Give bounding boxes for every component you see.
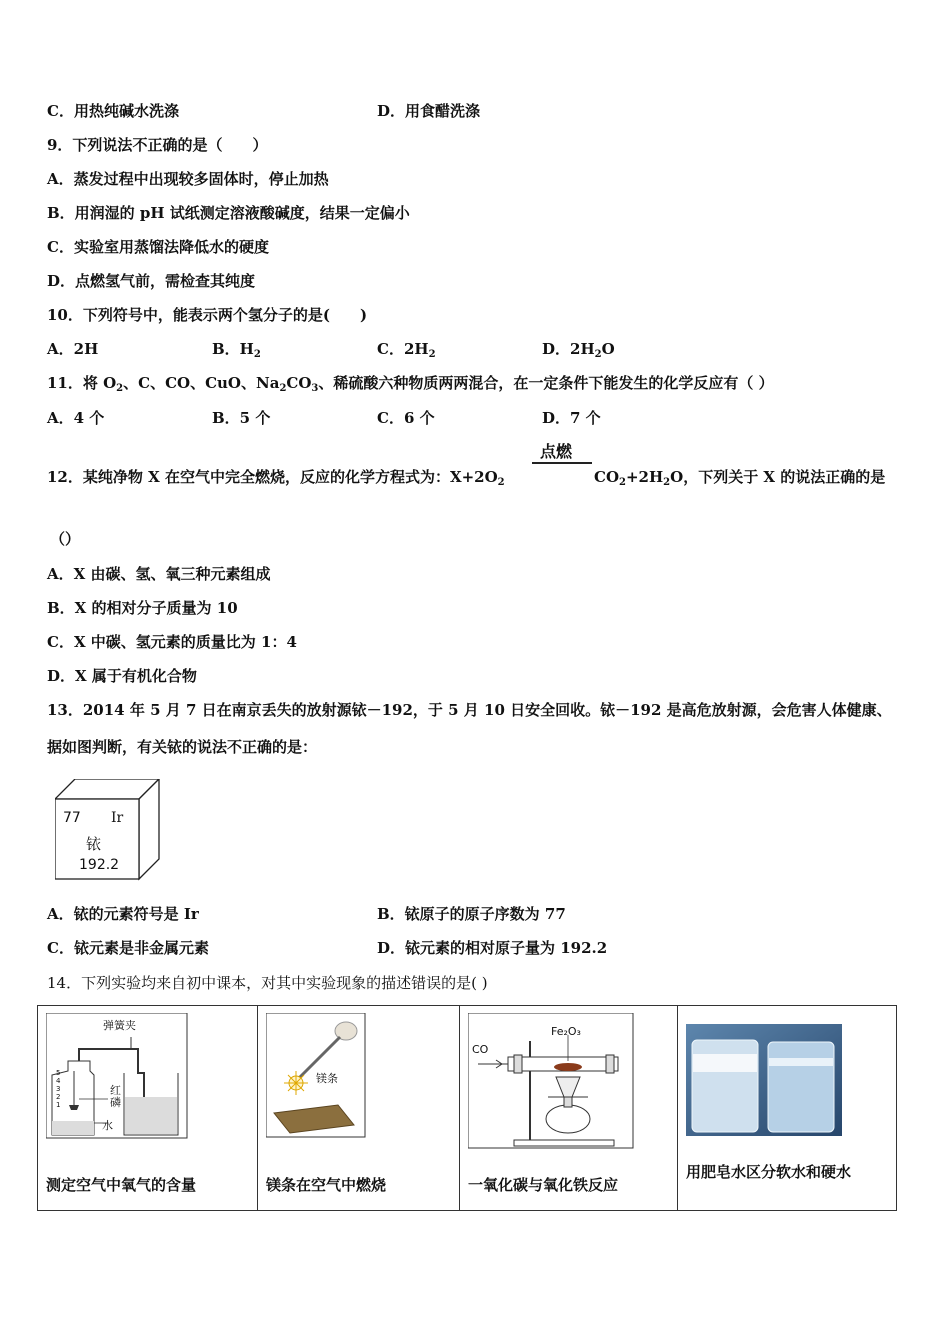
- q12-option-b: B．X 的相对分子质量为 10: [47, 599, 238, 617]
- mark-3: 3: [56, 1085, 61, 1093]
- element-name: 铱: [86, 835, 102, 853]
- reaction-equals-line: [532, 462, 592, 464]
- q11-stem: 11．将 $O_2$、C、CO、CuO、$Na_2CO_3$、稀硫酸六种物质两两混合，在一定条件下能发生的化学反应有（ ）: [47, 374, 774, 394]
- q8-option-d: D．用食醋洗涤: [377, 102, 481, 120]
- caption-oxygen-content: 测定空气中氧气的含量: [46, 1176, 197, 1194]
- mark-1: 1: [56, 1101, 61, 1109]
- caption-magnesium-burning: 镁条在空气中燃烧: [266, 1176, 387, 1194]
- q13-option-d: D．铱元素的相对原子量为 192.2: [377, 939, 608, 957]
- q10-option-b: B．$H_2$: [212, 340, 261, 360]
- q12-option-d: D．X 属于有机化合物: [47, 667, 197, 685]
- element-card-iridium: [55, 779, 161, 881]
- label-spring-clip: 弹簧夹: [103, 1019, 136, 1032]
- caption-co-iron-oxide: 一氧化碳与氧化铁反应: [468, 1176, 619, 1194]
- q12-option-c: C．X 中碳、氢元素的质量比为 1：4: [47, 633, 297, 651]
- mark-2: 2: [56, 1093, 61, 1101]
- reaction-condition: 点燃: [540, 442, 573, 461]
- q14-stem: 14．下列实验均来自初中课本，对其中实验现象的描述错误的是( ): [47, 974, 488, 992]
- experiment-magnesium-burning: [258, 1006, 460, 1211]
- q11-option-a: A．4 个: [47, 409, 105, 427]
- experiment-co-iron-oxide: [460, 1006, 678, 1211]
- q9-option-c: C．实验室用蒸馏法降低水的硬度: [47, 238, 269, 256]
- label-co: CO: [472, 1043, 489, 1056]
- q9-option-d: D．点燃氢气前，需检查其纯度: [47, 272, 256, 290]
- caption-soft-hard-water: 用肥皂水区分软水和硬水: [686, 1163, 852, 1181]
- q11-option-b: B．5 个: [212, 409, 271, 427]
- flask-scale-marks: [56, 1069, 60, 1109]
- label-magnesium: 镁条: [316, 1072, 338, 1085]
- q13-option-b: B．铱原子的原子序数为 77: [377, 905, 566, 923]
- q11-option-c: C．6 个: [377, 409, 435, 427]
- q12-option-a: A．X 由碳、氢、氧三种元素组成: [47, 565, 271, 583]
- atomic-mass: 192.2: [79, 857, 120, 873]
- atomic-number: 77: [63, 810, 81, 826]
- q11-option-d: D．7 个: [542, 409, 601, 427]
- experiment-soft-hard-water: [678, 1006, 897, 1211]
- q12-stem-part2: $CO_2+2H_2O$，下列关于 X 的说法正确的是: [594, 468, 886, 488]
- q9-option-a: A．蒸发过程中出现较多固体时，停止加热: [47, 170, 329, 188]
- label-water: 水: [102, 1119, 113, 1132]
- q12-paren: （）: [50, 530, 81, 548]
- mark-4: 4: [56, 1077, 61, 1085]
- q10-option-d: D．$2H_2O$: [542, 340, 615, 360]
- label-phosphorus: 磷: [110, 1096, 121, 1109]
- q9-stem: 9．下列说法不正确的是（ ）: [47, 136, 268, 154]
- q9-option-b: B．用润湿的 pH 试纸测定溶液酸碱度，结果一定偏小: [47, 204, 410, 222]
- q10-stem: 10．下列符号中，能表示两个氢分子的是( ): [47, 306, 368, 324]
- q13-stem-line1: 13．2014 年 5 月 7 日在南京丢失的放射源铱－192，于 5 月 10 日安全回收。铱－192 是高危放射源，会危害人体健康、: [47, 701, 892, 719]
- q13-option-a: A．铱的元素符号是 Ir: [47, 905, 199, 923]
- soap-water-beakers-photo: [686, 1024, 842, 1136]
- experiment-oxygen-content: [38, 1006, 258, 1211]
- q10-option-c: C．$2H_2$: [377, 340, 436, 360]
- q13-stem-line2: 据如图判断，有关铱的说法不正确的是：: [47, 738, 318, 756]
- label-fe2o3: Fe₂O₃: [551, 1025, 581, 1038]
- mark-5: 5: [56, 1069, 61, 1077]
- experiments-table: [37, 1005, 897, 1211]
- q12-stem-part1: 12．某纯净物 X 在空气中完全燃烧，反应的化学方程式为：$X+2O_2$: [47, 468, 505, 488]
- element-symbol: Ir: [111, 810, 124, 826]
- q10-option-a: A．2H: [47, 340, 99, 358]
- q13-option-c: C．铱元素是非金属元素: [47, 939, 209, 957]
- q8-option-c: C．用热纯碱水洗涤: [47, 102, 179, 120]
- label-red: 红: [110, 1084, 121, 1097]
